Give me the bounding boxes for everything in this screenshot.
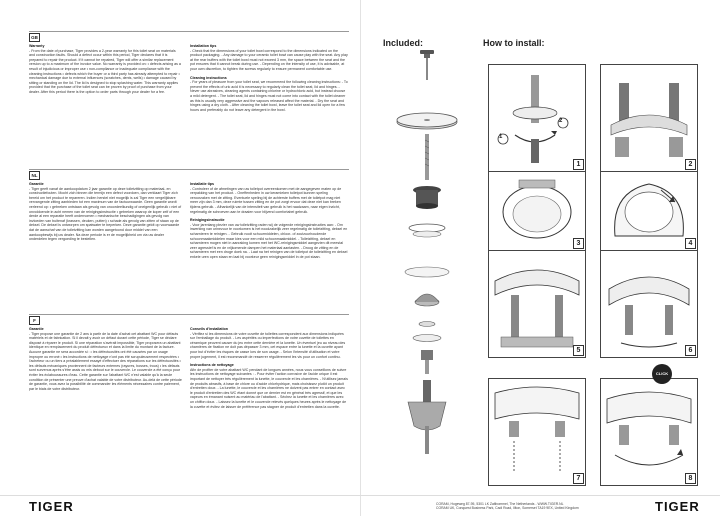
nl-tips bbox=[190, 182, 348, 260]
f-cleaning-title: Instructions de nettoyage bbox=[190, 363, 234, 368]
address-line-2: CORAM UK, Conquest Business Park, Cadi Road, Illton, Somerset TA19 9EX, United Kingdom bbox=[436, 506, 579, 511]
step-2-illustration bbox=[601, 65, 697, 171]
small-washer-icon bbox=[419, 322, 435, 327]
step-4-illustration bbox=[601, 172, 697, 250]
medium-washer-icon bbox=[413, 335, 441, 342]
nut-icon bbox=[421, 350, 433, 374]
section-divider-gb bbox=[29, 31, 349, 32]
gb-install-text: - Check that the dimensions of your toilet bowl correspond to the dimensions indicated on the product packaging. - Any damage to your ceramic toilet bowl can cause play with the seat. Any play at the rear buffers with the toilet bowl must not exceed 3 mm, the space between the seat and the pot ensures that it cannot break during use. - Depending on the intensity of use, it is advisable, at your own discretion, to tighten the screws regularly to ensure permanent comfortable use. bbox=[190, 48, 348, 71]
step-3-illustration bbox=[489, 172, 585, 250]
section-divider-f bbox=[29, 314, 349, 315]
f-warranty bbox=[29, 327, 182, 391]
lang-badge-f: F bbox=[29, 316, 40, 325]
step-number-2: 2 bbox=[685, 159, 696, 170]
step-5-illustration bbox=[489, 251, 585, 357]
fold-line bbox=[360, 0, 361, 516]
nl-warranty bbox=[29, 182, 182, 242]
nl-cleaning-title: Reinigingsinstructie bbox=[190, 218, 225, 223]
step-panel-5 bbox=[488, 250, 586, 358]
step-panel-7 bbox=[488, 378, 586, 486]
included-heading: Included: bbox=[383, 38, 423, 48]
callout-2: 2 bbox=[559, 118, 563, 124]
f-install-title: Conseils d'installation bbox=[190, 327, 228, 331]
step-number-1: 1 bbox=[573, 159, 584, 170]
address-line-1: CORAM, Hogeweg 87-95, 5301 LK Zaltbommel, The Netherlands - WWW.TIGER.NL bbox=[436, 502, 564, 506]
step-6-illustration bbox=[601, 251, 697, 357]
gb-warranty-title: Warranty bbox=[29, 44, 45, 48]
rubber-plug-icon bbox=[413, 186, 441, 209]
step-number-3: 3 bbox=[573, 238, 584, 249]
f-warranty-text: - Tiger propose une garantie de 2 ans à partir de la date d'achat cet abattant WC pour défauts matériels et de fabrication. Si il devait y avoir un défaut durant cette période, Tiger se déclare disposé à réparer le produit. Si une réparation s'avérait impossible, Tiger proposera un abattant identique en remplacement du produit défectueux et dans la limite du montant de la facture. Aucune garantie ne sera accordée si : • les défectuosités ont été causées par un usage impropre ou erroné • les instructions de nettoyage n'ont pas été scrupuleusement respectées • l'acheteur ou un tiers a préalablement essayé d'effectuer des réparations sur les défectuosités • les défauts mécaniques proviennent de facteurs externes (rayures, bosses, trous) • les défauts sont survenus après s'être assis ou mis debout sur le couvercle. Le couvercle a été conçu pour éviter les éclaboussures d'eau. Cette garantie sur l'abattant WC n'est valable qu'à la seule condition de présenter une preuve d'achat valable de votre distributeur. Au-delà de cette période de garantie, vous avez la possibilité de commander les éléments nécessaires contre paiement, par le biais de votre distributeur. bbox=[29, 331, 182, 391]
step-1-illustration bbox=[489, 65, 585, 171]
step-panel-8 bbox=[600, 378, 698, 486]
gb-warranty bbox=[29, 44, 182, 95]
f-cleaning-text: Afin de profiter de votre abattant WC pendant de longues années, nous vous conseillons de suivre les instructions de nettoyage suivantes : - Pour éviter l'action corrosive de l'acide urique il est important de nettoyer très régulièrement la lunette, le couvercle et les charnières. - N'utilisez jamais de produits abrasifs, à base de chlore ou d'acide chlorhydrique, mais choisissez plutôt un produit d'entretien doux. - La lunette, le couvercle et les charnières ne doivent pas entrer en contact avec le produit d'entretien des WC étant donné que ce dernier est en général très agressif, et que les vapeurs en émanant nuisent au matériau de l'abattant. - Séchez la lunette et les charnières avec un chiffon doux. - Laissez la lunette et le couvercle relevés quelques heures après le nettoyage de la cuvette et évitez de laisser de préférence pas stagner de produit d'entretien dans la cuvette. bbox=[190, 367, 348, 409]
gb-tips bbox=[190, 44, 348, 112]
gb-warranty-text: - From the date of purchase, Tiger provides a 2-year warranty for this toilet seat on materials and construction faults. Should a defect occur within this period, Tiger declares that it is prepared to repair the product. If it cannot be repaired, Tiger will offer a similar replacement version up to a maximum of the invoice value. No warranty is provided on: • defects arising as a result of injudicious or improper use • non-compliance or inadequate compliance with the cleaning instructions • defects which the buyer or a third party has already attempted to repair • mechanical damage due to external influences (scratches, dents, wells) • damage caused by sitting or standing on the lid. The lid is designed to stop splashing water. This warranty applies provided that the purchase of the toilet seat can be proven by proof of purchase from your dealer. After this period there is the option to order parts through your dealer for a fee. bbox=[29, 48, 181, 94]
step-panel-4 bbox=[600, 171, 698, 251]
step-number-5: 5 bbox=[573, 345, 584, 356]
step-number-4: 4 bbox=[685, 238, 696, 249]
tiger-logo-right: TIGER bbox=[655, 499, 700, 514]
how-to-install-heading: How to install: bbox=[483, 38, 545, 48]
step-panel-3 bbox=[488, 171, 586, 251]
washer-icon bbox=[397, 113, 457, 129]
gb-cleaning-text: - For years of pleasure from your toilet seat, we recommend the following cleaning instructions: - To prevent the effects of uric acid it is necessary to regularly clean the toilet seat, lid and hinges. - Never use abrasives, cleaning agents containing chlorine or hydrochloric acid, but instead choose a mild detergent. - The toilet seat, lid and hinges must not come into contact with the toilet cleaner as this is usually very aggressive and the vapours released affect the material. - Dry the seat and hinges using a dry cloth. - After cleaning the toilet bowl, leave the toilet seat and lid open for a few hours and preferably do not leave any detergent in the bowl. bbox=[190, 80, 348, 112]
step-panel-2 bbox=[600, 64, 698, 172]
step-number-6: 6 bbox=[685, 345, 696, 356]
nl-warranty-text: - Tiger geeft vanaf de aankoopdatum 2 jaar garantie op deze toiletzitting op materiaal- en constructiefouten. Mocht zich binnen die termijn een defect voordoen, dan verklaart Tiger zich bereid om het product te repareren. Indien herstel niet mogelijk is zal Tiger een vergelijkbare vervangende zitting aanbieden tot een maximum van de factuurwaarde. Geen garantie wordt verleend op: • gebreken ontstaan als gevolg van onoordeelkundig of oneigenlijk gebruik • niet of onvoldoende in acht nemen van de reinigingsinstructie • gebreken waarop de koper zelf of een derde al een reparatie heeft ondernomen • mechanische beschadigingen als gevolg van invloeden van buitenaf (krassen, deuken, putten) • schade als gevolg van zitten of staan op de deksel. De deksel is ontworpen om spatwater te beperken. Deze garantie geldt op voorwaarde dat de aanschaf van de toiletzitting kan worden aangetoond door middel van een aankoopbewijs bij uw dealer. Na deze periode is er de mogelijkheid om via uw dealer onderdelen tegen vergoeding te bestellen. bbox=[29, 186, 182, 242]
nl-install-text: - Controleer of de afmetingen van uw toiletpot overeenkomen met de aangegeven maten op de verpakking van het product. - Oneffenheden in uw keramieken toiletpot kunnen speling veroorzaken met de zitting. Eventuele speling bij de achterste buffers met de toiletpot mag niet meer zijn dan 3 mm, deze ruimte tussen zitting en de pot zorgt ervoor dat deze niet kan breken tijdens gebruik. - Afhankelijk van de intensiteit van gebruik is het raadzaam, naar eigen inzicht, regelmatig de schroeven aan te draaien voor blijvend comfortabel gebruik. bbox=[190, 186, 342, 214]
f-install-text: - Vérifiez si les dimensions de votre cuvette de toilettes correspondent aux dimensions indiquées sur l'emballage du produit. - Les aspérités ou imperfections de votre cuvette de toilettes en céramique peuvent causer du jeu entre cette dernière et la lunette. Un éventuel jeu au niveau des charnières de fixation ne doit pas dépasser 3 mm, cet espace entre la lunette et la cuvette ayant pour but d'éviter les risques de casse lors de son usage. - Selon l'intensité d'utilisation et votre propre jugement, il est recommandé de resserrer régulièrement les vis pour un confort continu. bbox=[190, 331, 346, 359]
callout-1: 1 bbox=[499, 134, 503, 140]
f-tips bbox=[190, 327, 348, 409]
tiger-logo-left: TIGER bbox=[29, 499, 74, 514]
lang-badge-nl: NL bbox=[29, 171, 40, 180]
step-panel-1 bbox=[488, 64, 586, 172]
gb-install-title: Installation tips bbox=[190, 44, 217, 48]
gb-cleaning-title: Cleaning instructions bbox=[190, 75, 227, 80]
nl-warranty-title: Garantie bbox=[29, 182, 44, 186]
included-parts bbox=[368, 50, 486, 490]
pad-icon bbox=[405, 267, 449, 277]
tool-icon bbox=[408, 380, 446, 454]
step-7-illustration bbox=[489, 379, 585, 485]
step-panel-6 bbox=[600, 250, 698, 358]
section-divider-nl bbox=[29, 169, 349, 170]
f-warranty-title: Garantie bbox=[29, 327, 44, 331]
nl-install-title: Installatie tips bbox=[190, 182, 214, 186]
ring-icon bbox=[409, 224, 445, 237]
click-badge: CLICK bbox=[652, 364, 672, 384]
nl-cleaning-text: - Voor jarenlang plezier van uw toiletzitting raden wij de volgende reinigingsinstructies aan: - Om inwerking van urinezuur te voorkomen is het noodzakelijk zeer regelmatig de toiletzitting, deksel en scharnieren te reinigen. - Gebruik nooit schuurmiddelen, chloor- of zoutzuurhoudende schoonmaakmiddelen maar kies voor een mild schoonmaakmiddel. - Toiletzitting, deksel en scharnieren mogen niet in aanraking komen met het WC-reinigingsmiddel aangezien dit meestal zeer agressief is en de vrijkomende dampen het materiaal aantasten. - Droog de zitting en de scharnieren met een droge doek na. - Laat na het reinigen van de toiletpot de toiletzitting en deksel enkele uren open staan en laat bij voorkeur geen reinigingsmiddel in de pot staan. bbox=[190, 222, 348, 259]
screw-icon bbox=[420, 50, 434, 80]
company-address bbox=[436, 502, 579, 511]
cap-icon bbox=[415, 294, 439, 306]
step-8-illustration bbox=[601, 379, 697, 485]
step-number-8: 8 bbox=[685, 473, 696, 484]
lang-badge-gb: GB bbox=[29, 33, 40, 42]
footer-divider bbox=[0, 495, 720, 496]
bolt-icon bbox=[425, 134, 429, 180]
step-number-7: 7 bbox=[573, 473, 584, 484]
